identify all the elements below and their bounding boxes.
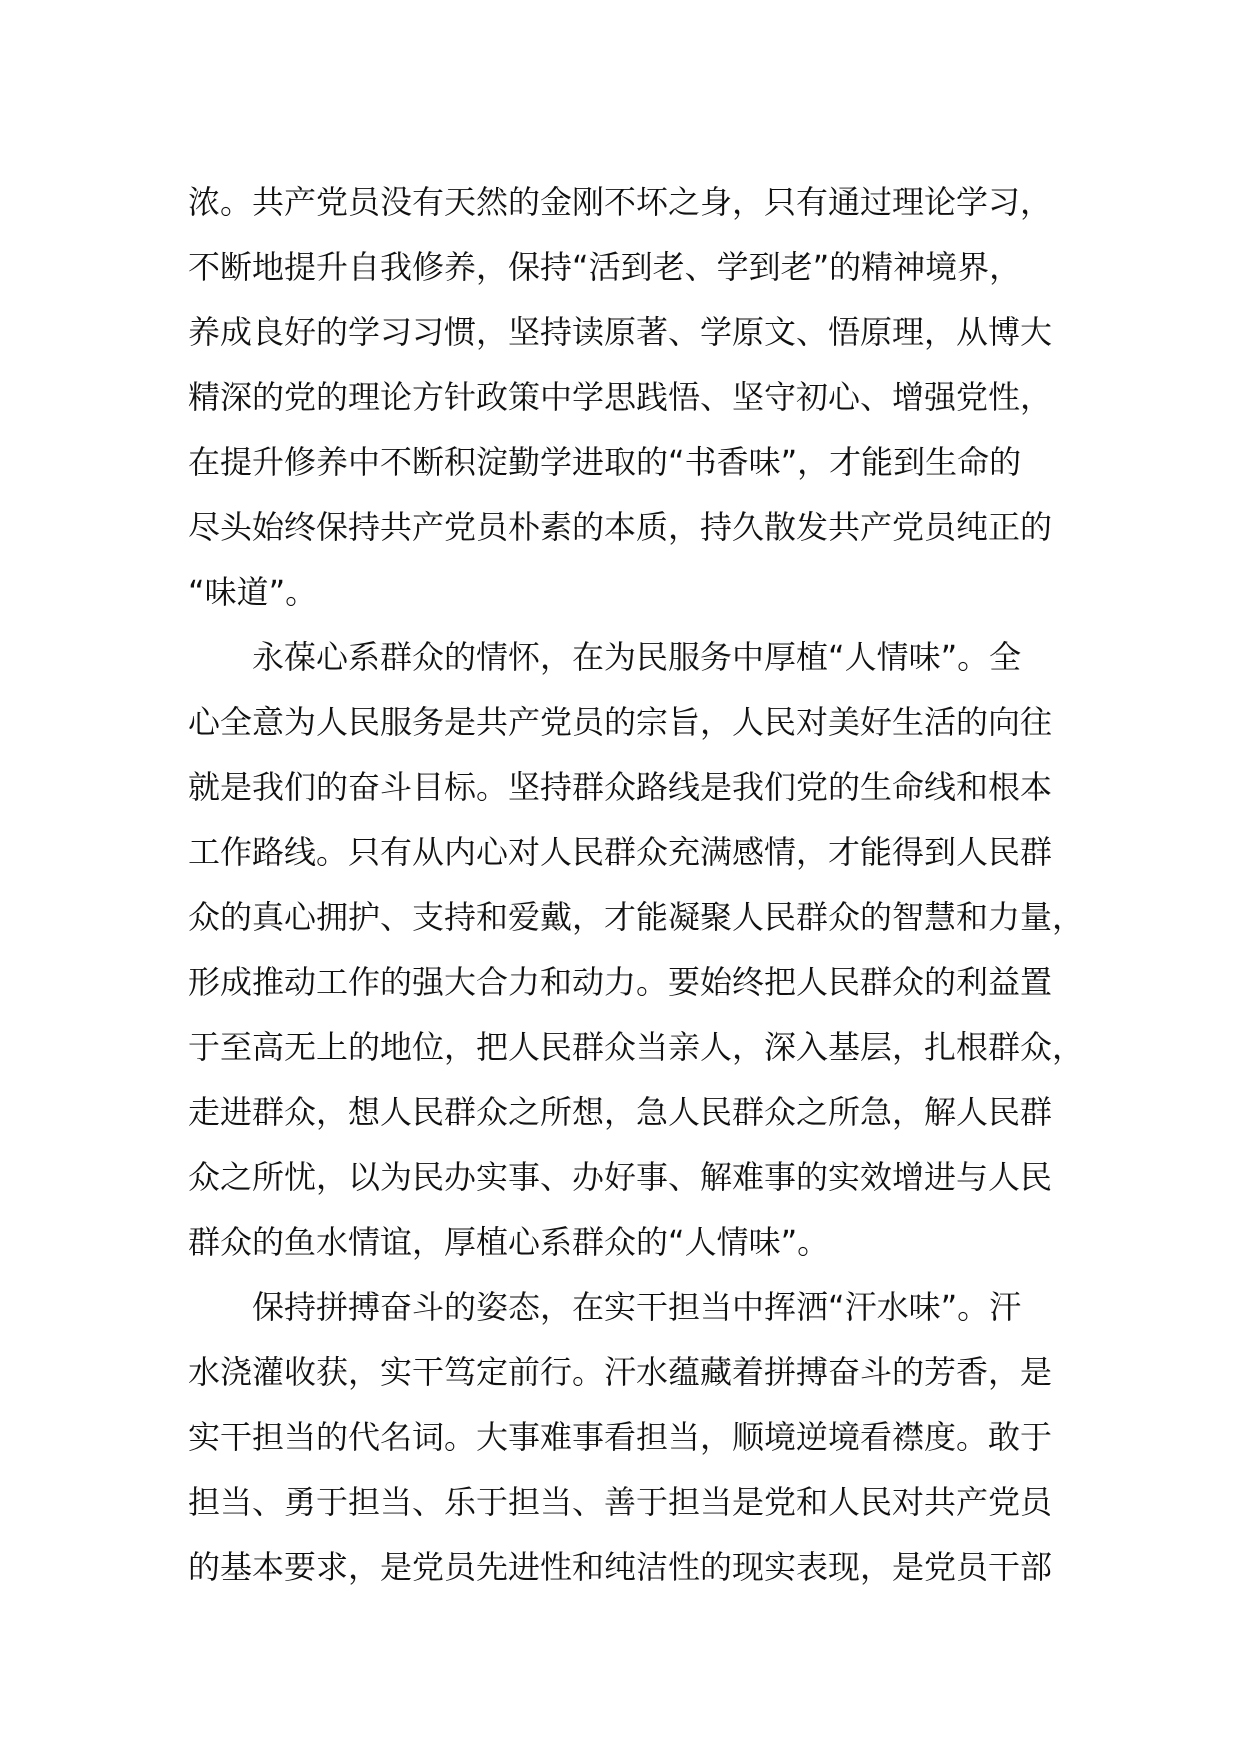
text-line: 工作路线。只有从内心对人民群众充满感情，才能得到人民群 bbox=[188, 833, 1053, 871]
text-line: 精深的党的理论方针政策中学思践悟、坚守初心、增强党性， bbox=[188, 378, 1053, 416]
text-line: 担当、勇于担当、乐于担当、善于担当是党和人民对共产党员 bbox=[188, 1483, 1053, 1521]
text-line: 浓。共产党员没有天然的金刚不坏之身，只有通过理论学习， bbox=[188, 183, 1053, 221]
text-line: 就是我们的奋斗目标。坚持群众路线是我们党的生命线和根本 bbox=[188, 768, 1053, 806]
text-line: 众的真心拥护、支持和爱戴，才能凝聚人民群众的智慧和力量， bbox=[188, 898, 1085, 936]
text-line: 养成良好的学习习惯，坚持读原著、学原文、悟原理，从博大 bbox=[188, 313, 1053, 351]
text-line: 在提升修养中不断积淀勤学进取的“书香味”，才能到生命的 bbox=[188, 443, 1022, 481]
text-line: 不断地提升自我修养，保持“活到老、学到老”的精神境界， bbox=[188, 248, 1022, 286]
text-line: 实干担当的代名词。大事难事看担当，顺境逆境看襟度。敢于 bbox=[188, 1418, 1053, 1456]
text-line: 永葆心系群众的情怀，在为民服务中厚植“人情味”。全 bbox=[188, 638, 1022, 676]
text-line: 众之所忧，以为民办实事、办好事、解难事的实效增进与人民 bbox=[188, 1158, 1053, 1196]
text-line: “味道”。 bbox=[188, 573, 318, 611]
text-line: 保持拼搏奋斗的姿态，在实干担当中挥洒“汗水味”。汗 bbox=[188, 1288, 1022, 1326]
text-line: 水浇灌收获，实干笃定前行。汗水蕴藏着拼搏奋斗的芳香，是 bbox=[188, 1353, 1053, 1391]
text-line: 走进群众，想人民群众之所想，急人民群众之所急，解人民群 bbox=[188, 1093, 1053, 1131]
text-line: 尽头始终保持共产党员朴素的本质，持久散发共产党员纯正的 bbox=[188, 508, 1053, 546]
text-line: 心全意为人民服务是共产党员的宗旨，人民对美好生活的向往 bbox=[188, 703, 1053, 741]
text-line: 于至高无上的地位，把人民群众当亲人，深入基层，扎根群众， bbox=[188, 1028, 1085, 1066]
text-line: 的基本要求，是党员先进性和纯洁性的现实表现，是党员干部 bbox=[188, 1548, 1053, 1586]
text-line: 群众的鱼水情谊，厚植心系群众的“人情味”。 bbox=[188, 1223, 830, 1261]
body-text bbox=[188, 170, 1088, 1600]
text-line: 形成推动工作的强大合力和动力。要始终把人民群众的利益置 bbox=[188, 963, 1053, 1001]
